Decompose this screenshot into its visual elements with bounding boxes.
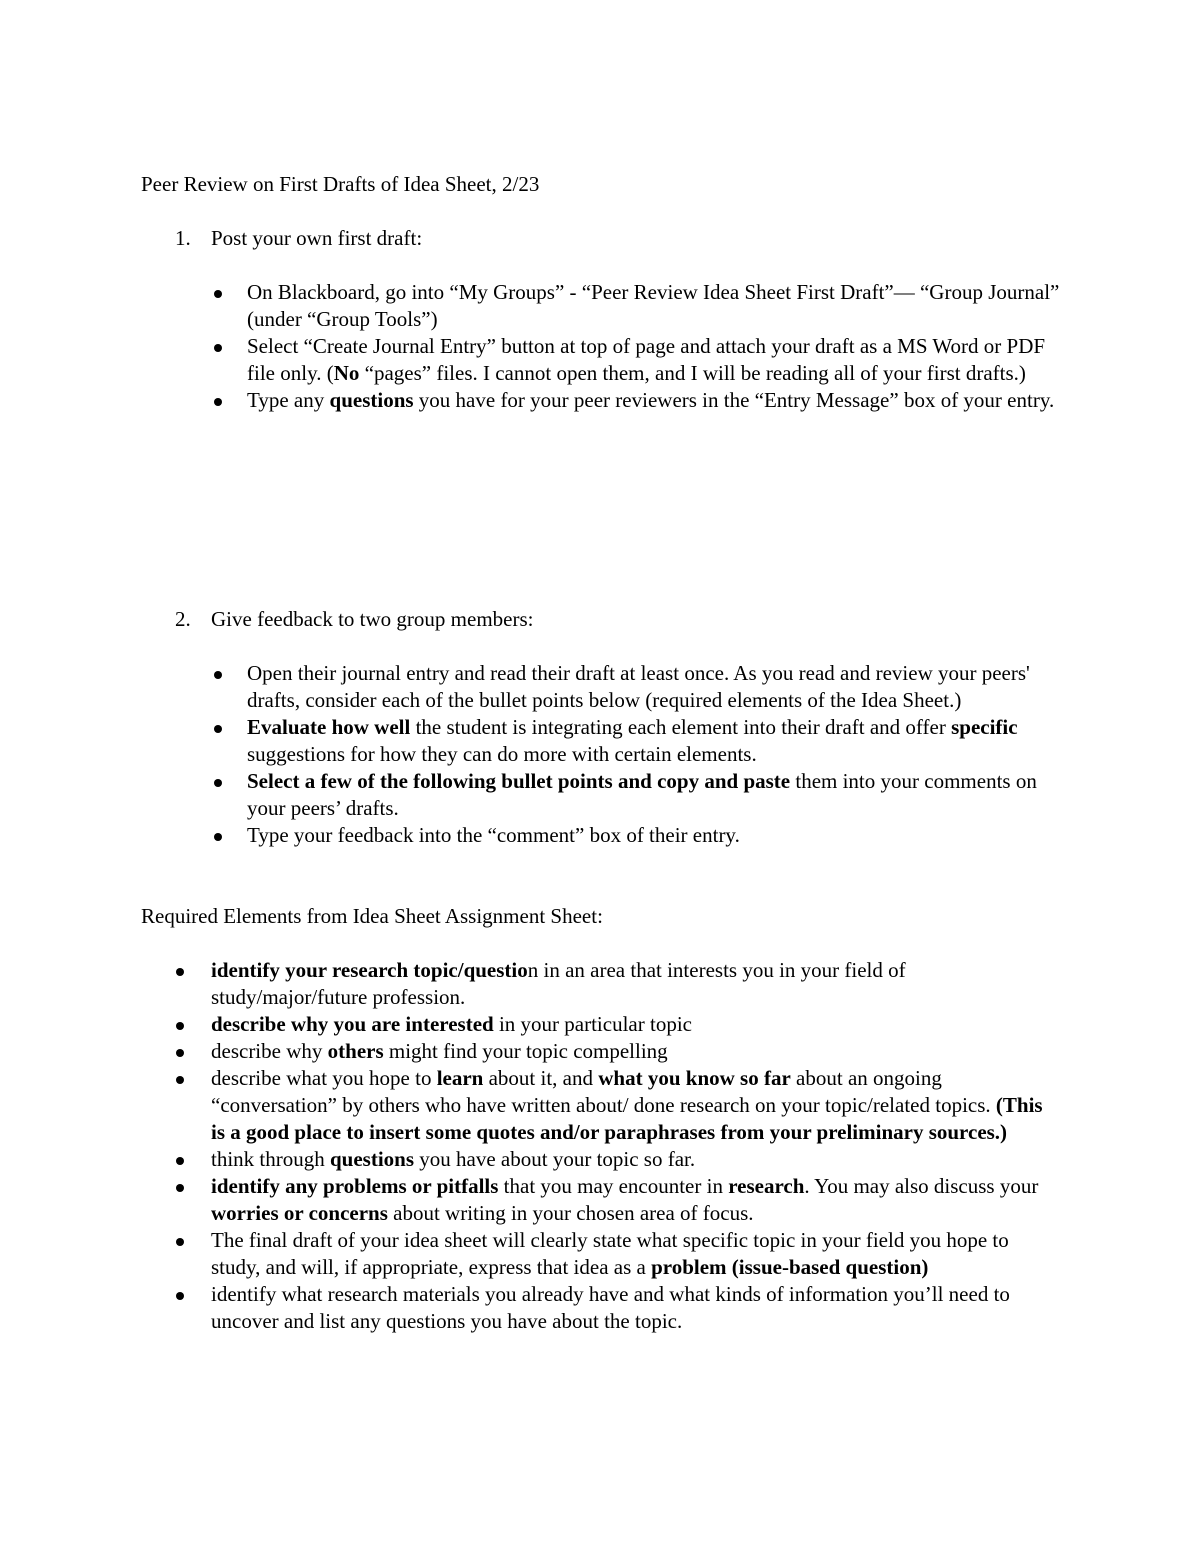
- bullet-item: [247, 714, 1057, 768]
- bullet-dot-icon: [176, 1076, 184, 1084]
- text-run: “pages” files. I cannot open them, and I will be reading all of your first drafts.): [359, 361, 1026, 385]
- text-run: identify what research materials you already have and what kinds of information you’ll need to uncover and list any questions you have about the topic.: [211, 1282, 1010, 1333]
- bullet-dot-icon: [176, 1157, 184, 1165]
- text-run: n in an area that interests you in your field of study/major/future profession.: [211, 958, 906, 1009]
- bold-text: research: [728, 1174, 805, 1198]
- bold-text: others: [327, 1039, 384, 1063]
- text-run: describe why: [211, 1039, 328, 1063]
- bold-text: learn: [436, 1066, 484, 1090]
- required-elements-list: [211, 957, 1051, 1335]
- bold-text: what you know so far: [598, 1066, 791, 1090]
- required-elements-heading: Required Elements from Idea Sheet Assignment Sheet:: [141, 904, 603, 928]
- bold-text: No: [333, 361, 360, 385]
- bold-text: questions: [329, 388, 414, 412]
- bullet-dot-icon: [214, 779, 222, 787]
- bullet-item: [247, 660, 1057, 714]
- bullet-dot-icon: [214, 290, 222, 298]
- bold-text: describe why you are interested: [211, 1012, 494, 1036]
- bold-text: (This is a good place to insert some quotes and/or paraphrases from your preliminary sources.): [211, 1093, 1043, 1144]
- bold-text: identify your research topic/questio: [211, 958, 528, 982]
- text-run: suggestions for how they can do more with certain elements.: [247, 742, 757, 766]
- text-run: Type your feedback into the “comment” box of their entry.: [247, 823, 740, 847]
- text-run: the student is integrating each element into their draft and offer: [410, 715, 952, 739]
- bold-text: questions: [330, 1147, 415, 1171]
- text-run: Type any: [247, 388, 330, 412]
- step-2-heading: Give feedback to two group members:: [211, 607, 534, 631]
- bullet-dot-icon: [176, 1238, 184, 1246]
- bullet-dot-icon: [214, 833, 222, 841]
- text-run: that you may encounter in: [498, 1174, 729, 1198]
- text-run: in your particular topic: [493, 1012, 692, 1036]
- bullet-dot-icon: [214, 671, 222, 679]
- bullet-item: [247, 768, 1057, 822]
- bullet-dot-icon: [176, 1292, 184, 1300]
- bullet-dot-icon: [176, 1184, 184, 1192]
- bullet-item: [211, 1065, 1051, 1146]
- bullet-item: [211, 1281, 1051, 1335]
- bullet-dot-icon: [176, 968, 184, 976]
- bold-text: Evaluate how well: [247, 715, 411, 739]
- bold-text: worries or concerns: [211, 1201, 388, 1225]
- bold-text: specific: [951, 715, 1018, 739]
- bullet-item: [211, 1011, 1051, 1038]
- text-run: Select “Create Journal Entry” button at top of page and attach your draft as a MS Word or PDF file only. (: [247, 334, 1046, 385]
- step-2-bullet-list: [247, 660, 1057, 849]
- bullet-item: [211, 1227, 1051, 1281]
- text-run: you have for your peer reviewers in the “Entry Message” box of your entry.: [413, 388, 1055, 412]
- page-title: Peer Review on First Drafts of Idea Sheet, 2/23: [141, 172, 540, 196]
- text-run: you have about your topic so far.: [414, 1147, 696, 1171]
- bold-text: problem (issue-based question): [651, 1255, 929, 1279]
- bullet-item: [211, 1173, 1051, 1227]
- text-run: about an ongoing “conversation” by others who have written about/ done research on your topic/related topics.: [211, 1066, 996, 1117]
- step-1-bullet-list: [247, 279, 1067, 414]
- text-run: about writing in your chosen area of focus.: [387, 1201, 754, 1225]
- bullet-dot-icon: [214, 725, 222, 733]
- step-1-heading: Post your own first draft:: [211, 226, 423, 250]
- bullet-item: [211, 1038, 1051, 1065]
- bullet-item: [211, 1146, 1051, 1173]
- bullet-dot-icon: [176, 1049, 184, 1057]
- text-run: On Blackboard, go into “My Groups” - “Peer Review Idea Sheet First Draft”— “Group Journal” (under “Group Tools”): [247, 280, 1060, 331]
- bold-text: identify any problems or pitfalls: [211, 1174, 499, 1198]
- bullet-dot-icon: [214, 344, 222, 352]
- bullet-item: [247, 387, 1067, 414]
- text-run: Open their journal entry and read their draft at least once. As you read and review your peers' drafts, consider each of the bullet points below (required elements of the Idea Sheet.): [247, 661, 1030, 712]
- step-2-number: 2.: [175, 607, 191, 631]
- text-run: The final draft of your idea sheet will clearly state what specific topic in your field you hope to study, and will, if appropriate, express that idea as a: [211, 1228, 1009, 1279]
- text-run: think through: [211, 1147, 330, 1171]
- bullet-item: [247, 822, 1057, 849]
- text-run: . You may also discuss your: [804, 1174, 1039, 1198]
- text-run: about it, and: [483, 1066, 599, 1090]
- text-run: might find your topic compelling: [383, 1039, 668, 1063]
- bullet-item: [247, 279, 1067, 333]
- text-run: them into your comments on your peers’ drafts.: [247, 769, 1037, 820]
- bullet-item: [211, 957, 1051, 1011]
- text-run: describe what you hope to: [211, 1066, 437, 1090]
- bold-text: Select a few of the following bullet points and copy and paste: [247, 769, 791, 793]
- bullet-item: [247, 333, 1067, 387]
- bullet-dot-icon: [176, 1022, 184, 1030]
- bullet-dot-icon: [214, 398, 222, 406]
- step-1-number: 1.: [175, 226, 191, 250]
